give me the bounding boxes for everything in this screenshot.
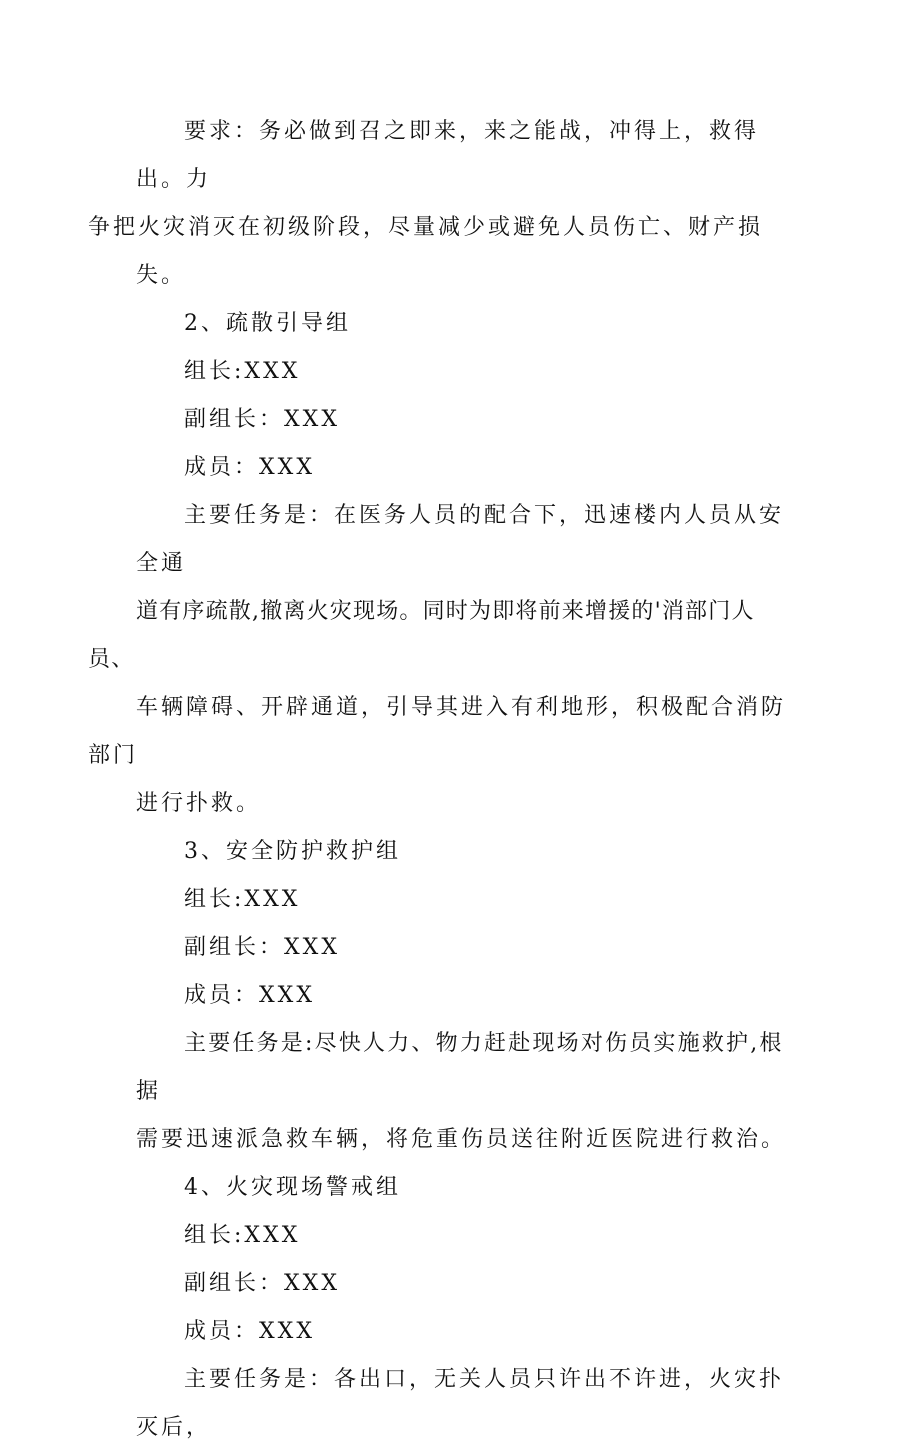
group-leader [136,348,796,396]
text-line: 主要任务是：各出口，无关人员只许出不许进，火灾扑灭后， [136,1367,785,1440]
text-line: 车辆障碍、开辟通道，引导其进入有利地形，积极配合消防部门 [88,695,787,768]
text-line: 主要任务是:尽快人力、物力赶赴现场对伤员实施救护,根据 [136,1031,784,1104]
text-line: 组长:XXX [184,887,301,912]
paragraph-protection-task [136,1020,796,1164]
deputy-leader [136,396,796,444]
text-line: 组长:XXX [184,1223,301,1248]
members [136,1308,796,1356]
paragraph-evacuation-task [88,492,796,828]
text-line: 2、疏散引导组 [184,311,351,336]
group-leader [136,876,796,924]
document-body [88,108,796,1452]
text-line: 成员：XXX [184,983,315,1008]
paragraph-requirement [88,108,796,300]
text-line: 要求：务必做到召之即来，来之能战，冲得上，救得出。力 [136,119,760,192]
members [136,444,796,492]
text-line: 4、火灾现场警戒组 [184,1175,401,1200]
text-line: 副组长：XXX [184,407,340,432]
text-line: 主要任务是：在医务人员的配合下，迅速楼内人员从安全通 [136,503,785,576]
members [136,972,796,1020]
text-line: 需要迅速派急救车辆，将危重伤员送往附近医院进行救治。 [136,1127,787,1152]
text-line: 失。 [136,263,187,288]
deputy-leader [136,924,796,972]
text-line: 成员：XXX [184,455,315,480]
text-line: 组长:XXX [184,359,301,384]
text-line: 道有序疏散,撤离火灾现场。同时为即将前来增援的'消部门人员、 [88,599,755,672]
text-line: 争把火灾消灭在初级阶段，尽量减少或避免人员伤亡、财产损 [88,215,764,240]
text-line: 副组长：XXX [184,1271,340,1296]
section-heading-evacuation [136,300,796,348]
text-line: 进行扑救。 [136,791,262,816]
group-leader [136,1212,796,1260]
text-line: 3、安全防护救护组 [184,839,401,864]
paragraph-cordon-task [136,1356,796,1452]
text-line: 副组长：XXX [184,935,340,960]
section-heading-protection [136,828,796,876]
text-line: 成员：XXX [184,1319,315,1344]
section-heading-cordon [136,1164,796,1212]
